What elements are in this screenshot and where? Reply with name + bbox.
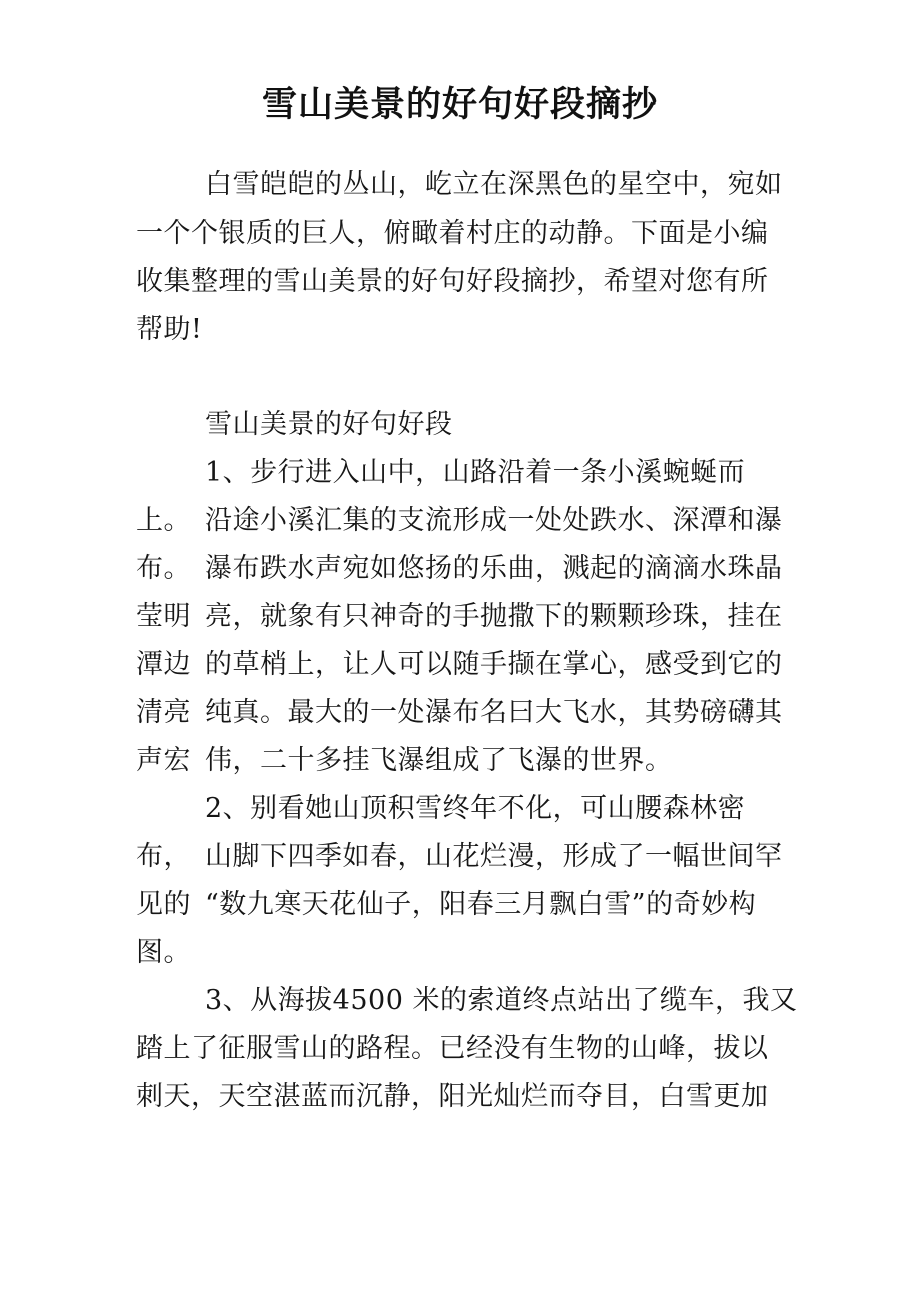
item-3-line: 踏上了征服雪山的路程。已经没有生物的山峰，拔以 bbox=[136, 1033, 769, 1064]
line-body: 山脚下四季如春，山花烂漫，形成了一幅世间罕 bbox=[205, 841, 783, 872]
line-lead: 布。 bbox=[136, 553, 191, 584]
item-2-line bbox=[136, 887, 757, 923]
item-2-line: 图。 bbox=[136, 937, 191, 968]
item-1-line bbox=[136, 503, 783, 539]
intro-line: 一个个银质的巨人，俯瞰着村庄的动静。下面是小编 bbox=[136, 218, 769, 249]
item-1-line bbox=[136, 647, 783, 683]
intro-line: 收集整理的雪山美景的好句好段摘抄，希望对您有所 bbox=[136, 266, 769, 297]
item-1-line: 1、步行进入山中，山路沿着一条小溪蜿蜒而 bbox=[205, 457, 746, 488]
line-body: 的草梢上，让人可以随手撷在掌心，感受到它的 bbox=[205, 649, 783, 680]
item-1-line bbox=[136, 599, 783, 635]
line-lead: 布， bbox=[136, 841, 191, 872]
line-body: “数九寒天花仙子，阳春三月飘白雪”的奇妙构 bbox=[205, 889, 757, 920]
line-lead: 上。 bbox=[136, 505, 191, 536]
line-lead: 潭边 bbox=[136, 649, 191, 680]
line-body: 亮，就象有只神奇的手抛撒下的颗颗珍珠，挂在 bbox=[205, 601, 783, 632]
line-body: 伟，二十多挂飞瀑组成了飞瀑的世界。 bbox=[205, 745, 673, 776]
line-lead: 莹明 bbox=[136, 601, 191, 632]
item-1-line bbox=[136, 743, 673, 779]
item-2-line bbox=[136, 839, 783, 875]
item-1-line bbox=[136, 551, 783, 587]
item-3-line: 刺天，天空湛蓝而沉静，阳光灿烂而夺目，白雪更加 bbox=[136, 1081, 769, 1112]
section-heading: 雪山美景的好句好段 bbox=[205, 409, 453, 440]
line-lead: 清亮 bbox=[136, 697, 191, 728]
line-body: 瀑布跌水声宛如悠扬的乐曲，溅起的滴滴水珠晶 bbox=[205, 553, 783, 584]
intro-line: 白雪皑皑的丛山，屹立在深黑色的星空中，宛如 bbox=[205, 169, 783, 200]
line-lead: 声宏 bbox=[136, 745, 191, 776]
line-body: 沿途小溪汇集的支流形成一处处跌水、深潭和瀑 bbox=[205, 505, 783, 536]
line-lead: 见的 bbox=[136, 889, 191, 920]
line-body: 纯真。最大的一处瀑布名曰大飞水，其势磅礴其 bbox=[205, 697, 783, 728]
item-3-line: 3、从海拔4500 米的索道终点站出了缆车，我又 bbox=[205, 985, 798, 1016]
page-title: 雪山美景的好句好段摘抄 bbox=[261, 85, 658, 125]
intro-line: 帮助! bbox=[136, 314, 203, 345]
item-1-line bbox=[136, 695, 783, 731]
item-2-line: 2、别看她山顶积雪终年不化，可山腰森林密 bbox=[205, 793, 746, 824]
